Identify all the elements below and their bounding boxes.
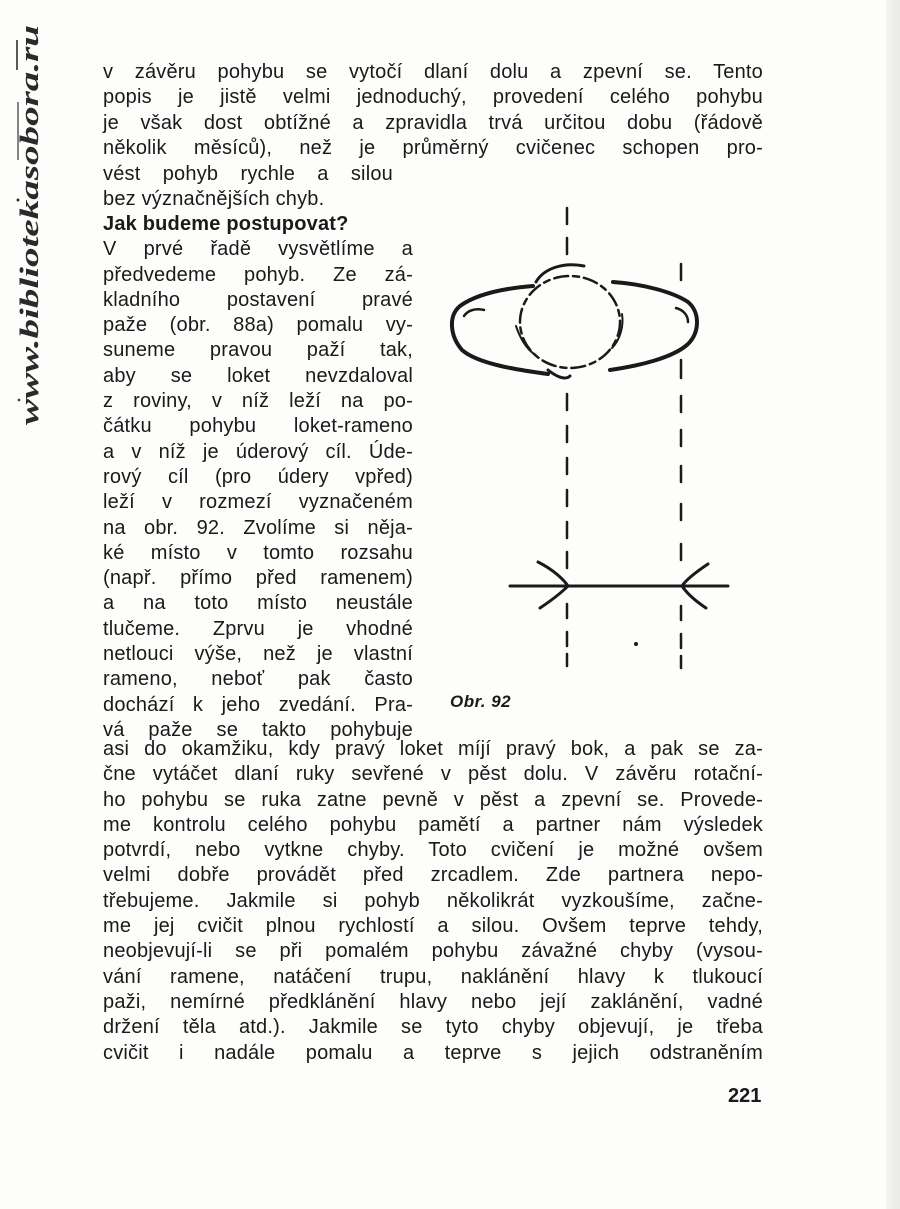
text-line: me jej cvičit plnou rychlostí a silou. Ovšem teprve tehdy, xyxy=(103,915,763,938)
text-line: dochází k jeho zvedání. Pra- xyxy=(103,693,413,716)
text-line: rameno, neboť pak často xyxy=(103,668,413,691)
page-edge-shadow xyxy=(886,0,900,1209)
text-line: na obr. 92. Zvolíme si něja- xyxy=(103,516,413,539)
text-line: vání ramene, natáčení trupu, naklánění hlavy k tlukoucí xyxy=(103,965,763,988)
section-heading: Jak budeme postupovat? xyxy=(103,213,349,235)
text-line: z roviny, v níž leží na po- xyxy=(103,390,413,413)
page-number: 221 xyxy=(728,1085,762,1107)
text-line: potvrdí, nebo vytkne chyby. Toto cvičení je možné ovšem xyxy=(103,839,763,862)
text-line: V prvé řadě vysvětlíme a xyxy=(103,238,413,261)
text-line: čne vytáčet dlaní ruky sevřené v pěst dolu. V závěru rotační- xyxy=(103,763,763,786)
text-line: čátku pohybu loket-rameno xyxy=(103,415,413,438)
text-line: je však dost obtížné a zpravidla trvá určitou dobu (řádově xyxy=(103,111,763,134)
site-watermark xyxy=(10,20,46,430)
text-line: bez význačnějších chyb. xyxy=(103,188,325,211)
text-line: netlouci výše, než je vlastní xyxy=(103,643,413,666)
paragraph-bottom xyxy=(103,737,763,1066)
text-line: paže (obr. 88a) pomalu vy- xyxy=(103,314,413,337)
text-line: me kontrolu celého pohybu pamětí a partner nám výsledek xyxy=(103,813,763,836)
text-line: asi do okamžiku, kdy pravý loket míjí pravý bok, a pak se za- xyxy=(103,738,763,760)
watermark-text: www.bibliotekasobora.ru xyxy=(15,158,44,425)
text-line: popis je jistě velmi jednoduchý, provedení celého pohybu xyxy=(103,86,763,109)
text-line: předvedeme pohyb. Ze zá- xyxy=(103,263,413,286)
text-line: paži, nemírné předklánění hlavy nebo její zaklánění, vadné xyxy=(103,990,763,1013)
text-line: rový cíl (pro údery vpřed) xyxy=(103,465,413,488)
text-line: držení těla atd.). Jakmile se tyto chyby objevují, je třeba xyxy=(103,1016,763,1039)
text-line: vést pohyb rychle a silou xyxy=(103,163,393,185)
text-line: kladního postavení pravé xyxy=(103,288,413,311)
text-line: velmi dobře provádět před zrcadlem. Zde partnera nepo- xyxy=(103,864,763,887)
text-line: neobjevují-li se při pomalém pohybu závažné chyby (vysou- xyxy=(103,940,763,963)
text-column xyxy=(103,212,413,743)
paragraph-top-continuation xyxy=(103,162,393,213)
figure-92-drawing xyxy=(438,198,738,678)
figure-caption: Obr. 92 xyxy=(450,692,512,711)
text-line: aby se loket nevzdaloval xyxy=(103,364,413,387)
text-line: vá paže se takto pohybuje xyxy=(103,718,413,741)
text-line: tlučeme. Zprvu je vhodné xyxy=(103,617,413,640)
top-view-figure-icon xyxy=(452,265,697,378)
paragraph-top xyxy=(103,60,763,161)
text-line: ké místo v tomto rozsahu xyxy=(103,541,413,564)
text-line: několik měsíců), než je průměrný cvičenec schopen pro- xyxy=(103,136,763,159)
text-line: suneme pravou paží tak, xyxy=(103,339,413,362)
text-line: ho pohybu se ruka zatne pevně v pěst a zpevní se. Provede- xyxy=(103,788,763,811)
figure-92 xyxy=(438,198,738,678)
text-line: a na toto místo neustále xyxy=(103,592,413,615)
text-line: (např. přímo před ramenem) xyxy=(103,567,413,590)
text-line: a v níž je úderový cíl. Úde- xyxy=(103,440,413,463)
text-line: třebujeme. Jakmile si pohyb několikrát vyzkoušíme, začne- xyxy=(103,889,763,912)
text-line: leží v rozmezí vyznačeném xyxy=(103,491,413,514)
scan-dot xyxy=(634,642,638,646)
text-line: cvičit i nadále pomalu a teprve s jejich odstraněním xyxy=(103,1041,763,1064)
target-range-horizontal-line xyxy=(510,562,728,608)
text-line: v závěru pohybu se vytočí dlaní dolu a zpevní se. Tento xyxy=(103,61,763,83)
